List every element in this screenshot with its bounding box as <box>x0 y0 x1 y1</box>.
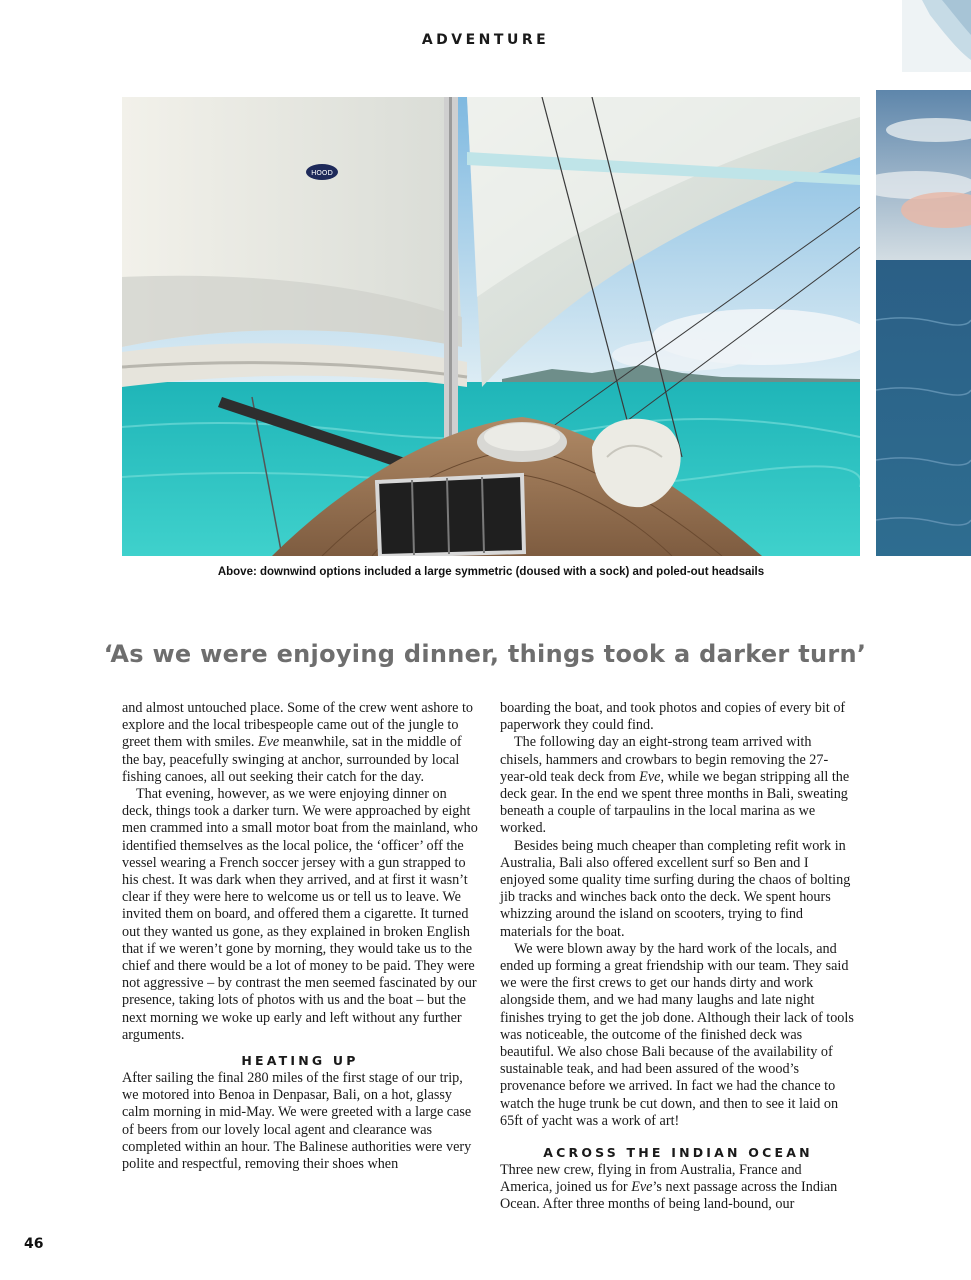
photo-caption: Above: downwind options included a large symmetric (doused with a sock) and poled-out headsails <box>217 566 765 578</box>
text-span: and almost untouched place. Some of the crew went ashore to explore and the local tribespeople came out of the jungle to greet them with smiles. <box>122 700 474 751</box>
left-paragraph-3: After sailing the final 280 miles of the first stage of our trip, we motored into Benoa in Denpasar, Bali, on a hot, glassy calm morning in mid-May. We were greeted with a large case of beers from our lovely local agent and clearance was completed within an hour. The Balinese authorities were very polite and respectful, removing their shoes when <box>122 1070 472 1173</box>
boat-name: Eve <box>257 734 280 751</box>
boat-name: Eve <box>631 1179 653 1196</box>
right-paragraph-2 <box>500 734 856 837</box>
text-span: The following day an eight-strong team arrived with chisels, hammers and crowbars to begin removing the 27-year-old teak deck from <box>500 734 829 785</box>
left-paragraph-2: That evening, however, as we were enjoying dinner on deck, things took a darker turn. We were approached by eight men crammed into a small motor boat from the mainland, who identified themselves as the local police, the ‘officer’ off the vessel wearing a French soccer jersey with a gun strapped to his chest. It was dark when they arrived, and at first it wasn’t clear if they were here to welcome us or tell us to leave. We invited them on board, and offered them a cigarette. It turned out they wanted us gone, as they explained in broken English that if we weren’t gone by morning, they would take us to the chief and there would be a lot of money to be paid. They were not aggressive – by contrast the men seemed fascinated by our presence, taking lots of photos with us and the boat – but the next morning we woke up early and left without any further arguments. <box>122 786 478 1043</box>
text-span: ’s next passage across the Indian Ocean. After three months of being land-bound, our <box>500 1179 838 1213</box>
main-photo <box>122 97 860 556</box>
pull-quote: ‘As we were enjoying dinner, things took a darker turn’ <box>103 640 867 668</box>
right-column <box>500 700 856 1214</box>
hood-logo-text: HOOD <box>311 169 333 177</box>
text-span: , while we began stripping all the deck gear. In the end we spent three months in Bali, sweating beneath a couple of tarpaulins in the local marina as we worked. <box>500 768 850 837</box>
right-paragraph-4: We were blown away by the hard work of the locals, and ended up forming a great friendship with our team. They said we were the first crews to get our hands dirty and work alongside them, and we had many laughs and late night finishes trying to get the job done. Although their lack of tools was noticeable, the outcome of the finished deck was beautiful. We also chose Bali because of the availability of sustainable teak, and had been assured of the wood’s provenance before we arrived. In fact we had the chance to watch the huge trunk be cut down, and then to see it laid on 65ft of yacht was a work of art! <box>500 940 854 1129</box>
text-span: Three new crew, flying in from Australia, France and America, joined us for <box>500 1162 802 1196</box>
left-paragraph-1 <box>122 700 478 786</box>
corner-photo <box>902 0 971 72</box>
text-span: meanwhile, sat in the middle of the bay, peacefully swinging at anchor, surrounded by local fishing canoes, all out seeking their catch for the day. <box>122 734 462 785</box>
subheading-heating-up: HEATING UP <box>241 1053 359 1069</box>
right-paragraph-5 <box>500 1162 856 1214</box>
side-photo <box>876 90 971 556</box>
boat-name: Eve <box>639 768 661 785</box>
left-column <box>122 700 478 1173</box>
page-number: 46 <box>24 1236 44 1252</box>
right-paragraph-3: Besides being much cheaper than completing refit work in Australia, Bali also offered excellent surf so Ben and I enjoyed some quality time surfing during the chaos of bolting jib tracks and winches back onto the deck. We spent hours whizzing around the island on scooters, trying to find materials for the boat. <box>500 837 851 940</box>
right-paragraph-1: boarding the boat, and took photos and copies of every bit of paperwork they could find. <box>500 700 846 734</box>
section-label: ADVENTURE <box>421 32 550 48</box>
subheading-across-the-indian-ocean: ACROSS THE INDIAN OCEAN <box>543 1145 813 1161</box>
